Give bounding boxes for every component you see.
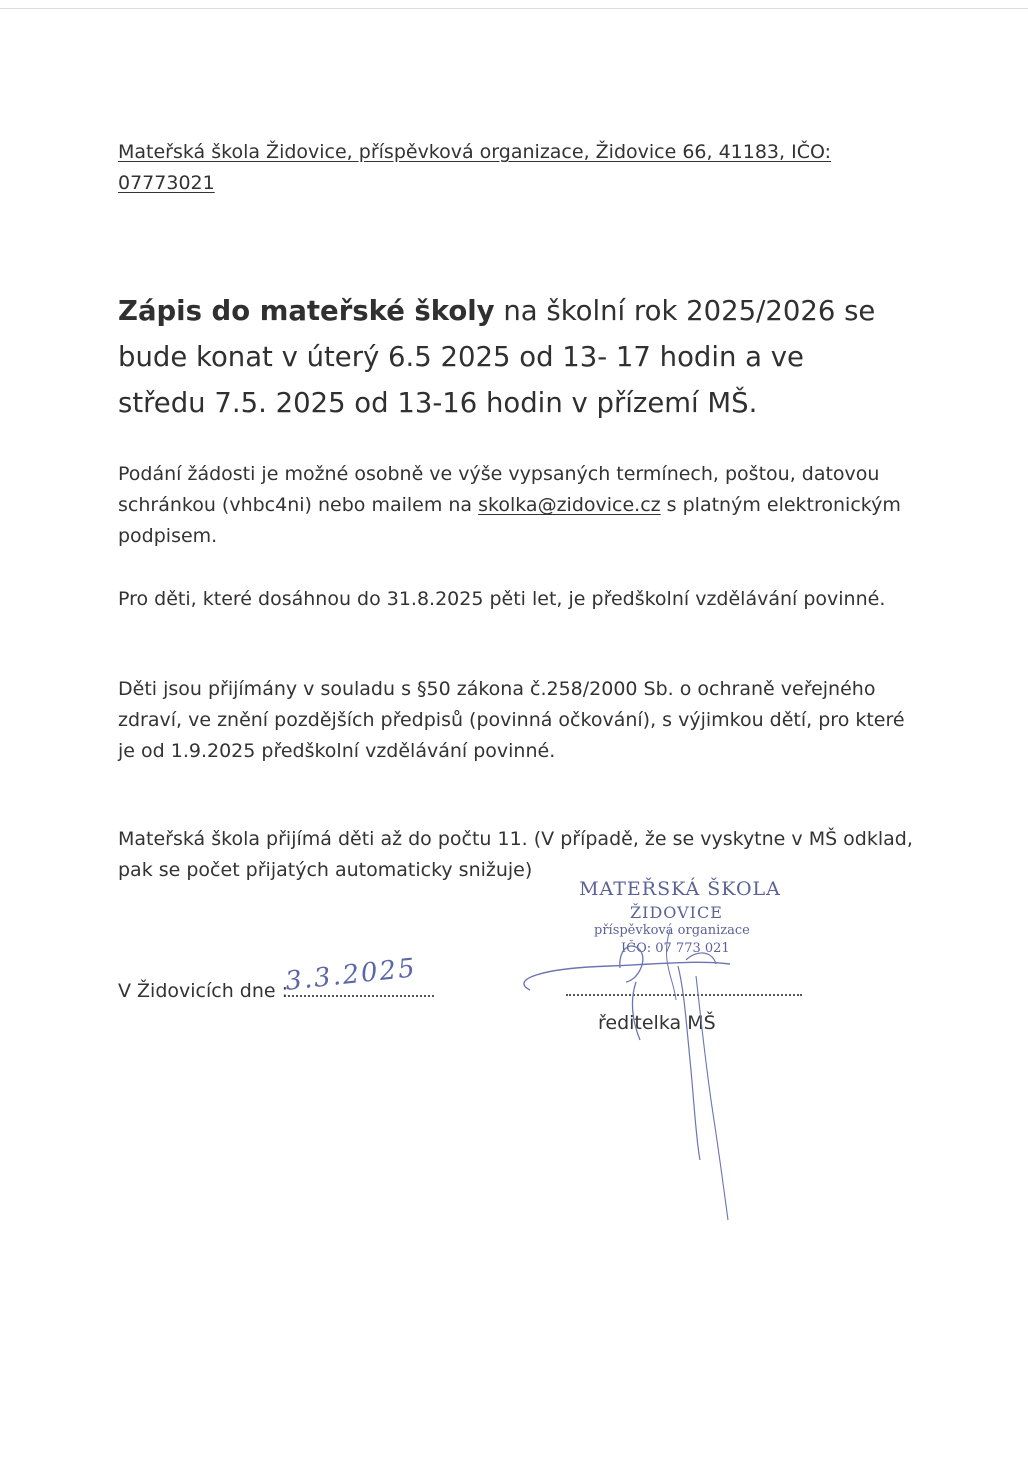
school-header-line1: Mateřská škola Židovice, příspěvková organizace, Židovice 66, 41183, IČO: bbox=[118, 141, 831, 163]
school-header-line2: 07773021 bbox=[118, 172, 215, 194]
school-header bbox=[118, 137, 878, 199]
stamp-line4: IČO: 07 773 021 bbox=[621, 941, 730, 956]
application-text-end: s platným elektronickým podpisem. bbox=[118, 494, 901, 547]
signature-scribble bbox=[500, 920, 800, 1240]
email-link[interactable]: skolka@zidovice.cz bbox=[478, 494, 661, 516]
scan-edge-line bbox=[0, 8, 1028, 9]
application-text: Podání žádosti je možné osobně ve výše vypsaných termínech, poštou, datovou schránkou (vhbc4ni) nebo mailem na bbox=[118, 463, 880, 516]
stamp-line1: MATEŘSKÁ ŠKOLA bbox=[579, 878, 781, 900]
stamp-line3: příspěvková organizace bbox=[594, 923, 750, 938]
date-label: V Židovicích dne : bbox=[118, 980, 289, 1002]
headline-bold: Zápis do mateřské školy bbox=[118, 295, 495, 327]
headline-rest: na školní rok 2025/2026 se bude konat v úterý 6.5 2025 od 13- 17 hodin a ve středu 7.5. 2025 od 13-16 hodin v přízemí MŠ. bbox=[118, 295, 876, 419]
paragraph-vaccination: Děti jsou přijímány v souladu s §50 zákona č.258/2000 Sb. o ochraně veřejného zdraví, ve znění pozdějších předpisů (povinná očkování), s výjimkou dětí, pro které je od 1.9.2025 předškolní vzdělávání povinné. bbox=[118, 678, 905, 762]
paragraph-application bbox=[118, 459, 918, 552]
enrollment-headline bbox=[118, 288, 898, 426]
signature-label: ředitelka MŠ bbox=[598, 1012, 716, 1034]
handwritten-date: 3.3.2025 bbox=[283, 953, 418, 997]
paragraph-mandatory: Pro děti, které dosáhnou do 31.8.2025 pěti let, je předškolní vzdělávání povinné. bbox=[118, 588, 886, 610]
paragraph-capacity: Mateřská škola přijímá děti až do počtu 11. (V případě, že se vyskytne v MŠ odklad, pak se počet přijatých automaticky snižuje) bbox=[118, 828, 913, 881]
stamp-line2: ŽIDOVICE bbox=[630, 903, 723, 922]
